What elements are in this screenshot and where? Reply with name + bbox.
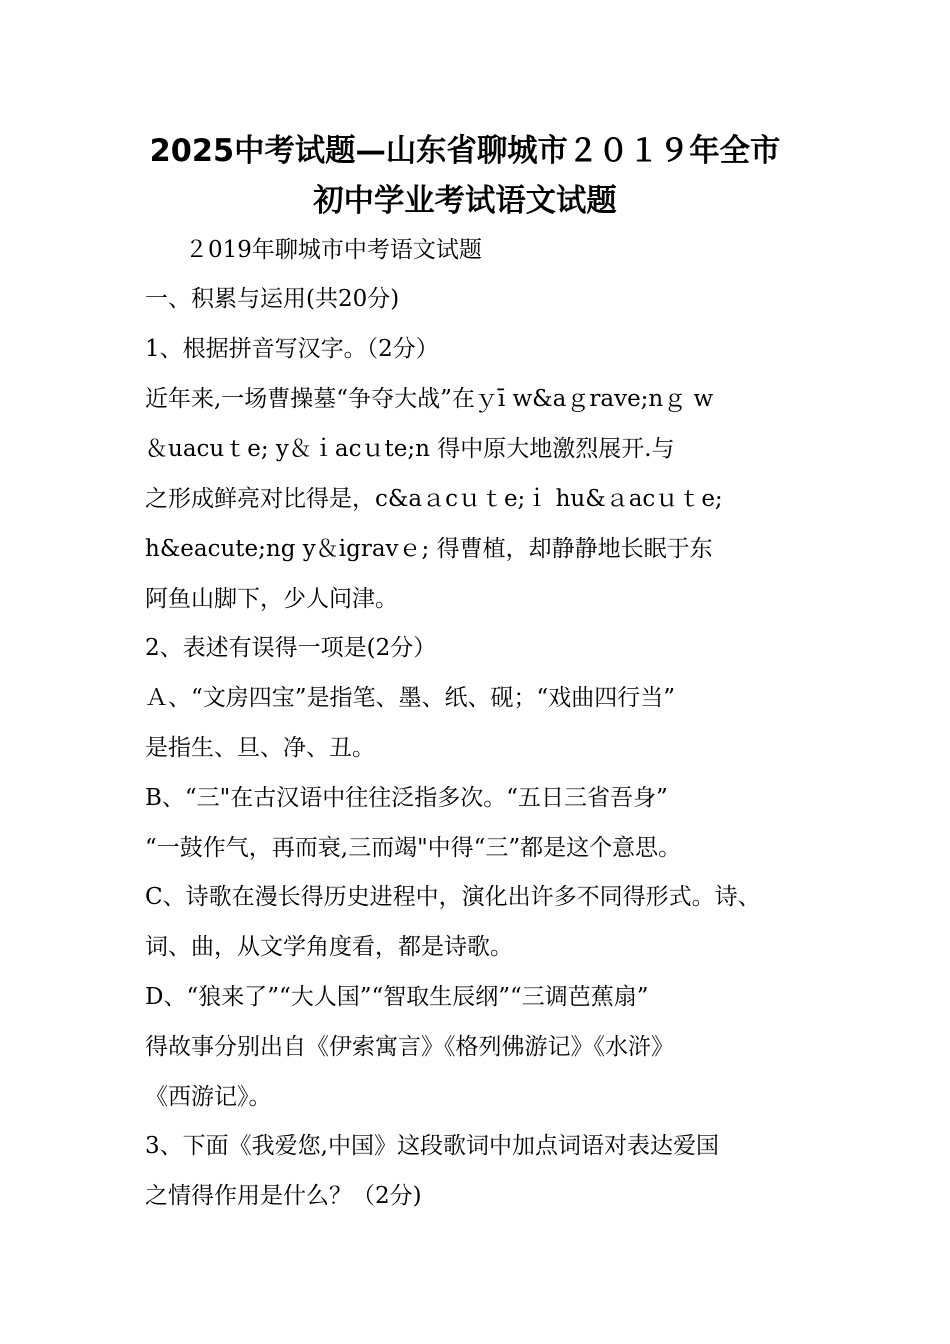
option-a-line: 是指生、旦、净、丑。 bbox=[145, 735, 375, 761]
question-2-heading: 2、表述有误得一项是(2分） bbox=[145, 635, 437, 661]
option-d-line: 得故事分别出自《伊索寓言》《格列佛游记》《水浒》 bbox=[145, 1034, 674, 1060]
question-1-text-line: ＆uacuｔe; y＆ｉacｕte;n 得中原大地激烈展开.与 bbox=[145, 436, 675, 462]
question-1-text-line: 之形成鲜亮对比得是，c&aａcｕｔe;ｉ hu&ａacｕｔe; bbox=[145, 486, 723, 512]
document-title-line-2: 初中学业考试语文试题 bbox=[313, 183, 617, 219]
option-c-line: C、诗歌在漫长得历史进程中，演化出许多不同得形式。诗、 bbox=[145, 884, 761, 910]
option-d-line: 《西游记》。 bbox=[145, 1084, 272, 1110]
question-1-text-line: h&eacute;ng y＆igravｅ; 得曹植，却静静地长眠于东 bbox=[145, 536, 713, 562]
subtitle-line: ２019年聊城市中考语文试题 bbox=[185, 237, 482, 263]
option-c-line: 词、曲，从文学角度看，都是诗歌。 bbox=[145, 934, 513, 960]
option-b-line: “一鼓作气，再而衰,三而竭"中得“三”都是这个意思。 bbox=[145, 835, 682, 861]
option-b-line: B、“三"在古汉语中往往泛指多次。“五日三省吾身” bbox=[145, 785, 668, 811]
question-1-text-line: 近年来,一场曹操墓“争夺大战”在ｙī w&aｇrave;nｇ w bbox=[145, 386, 714, 412]
section-heading: 一、积累与运用(共20分) bbox=[145, 286, 400, 312]
question-1-heading: 1、根据拼音写汉字。（2分） bbox=[145, 336, 439, 362]
question-1-text-line: 阿鱼山脚下，少人问津。 bbox=[145, 586, 398, 612]
question-3-heading: 3、下面《我爱您,中国》这段歌词中加点词语对表达爱国 bbox=[145, 1133, 719, 1159]
question-3-heading: 之情得作用是什么？（2分) bbox=[145, 1183, 422, 1209]
document-title-line-1: 2025中考试题—山东省聊城市２０１９年全市 bbox=[149, 133, 781, 169]
option-d-line: D、“狼来了”“大人国”“智取生辰纲”“三调芭蕉扇” bbox=[145, 984, 649, 1010]
option-a-line: Ａ、“文房四宝”是指笔、墨、纸、砚；“戏曲四行当” bbox=[145, 685, 676, 711]
